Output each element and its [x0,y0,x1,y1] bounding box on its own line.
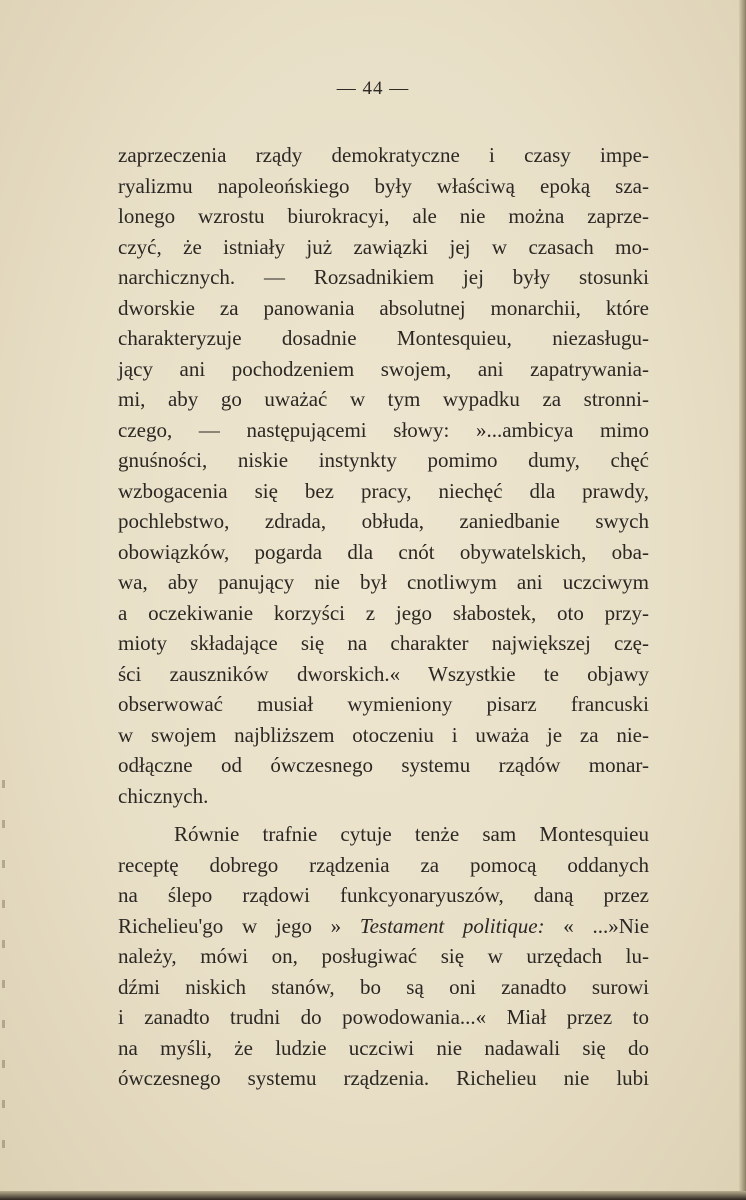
text-line: lonego wzrostu biurokracyi, ale nie można zaprze- [118,204,649,228]
text-line: i zanadto trudni do powodowania...« Miał przez to [118,1005,649,1029]
paragraph-2 [118,819,649,1094]
binding-marks [2,780,5,1160]
text-line-with-italic-title [118,911,649,942]
text-line: charakteryzuje dosadnie Montesquieu, niezasługu- [118,326,649,350]
text-line: chicznych. [118,783,209,808]
text-line: odłączne od ówczesnego systemu rządów monar- [118,753,649,777]
text-line: mioty składające się na charakter największej czę- [118,631,649,655]
text-segment: Richelieu'go w jego » [118,913,342,938]
text-line: na ślepo rządowi funkcyonaryuszów, daną przez [118,883,649,907]
text-line: należy, mówi on, posługiwać się w urzędach lu- [118,944,649,968]
text-line: wzbogacenia się bez pracy, niechęć dla prawdy, [118,478,649,503]
text-line: obserwować musiał wymieniony pisarz francuski [118,692,649,716]
text-line: obowiązków, pogarda dla cnót obywatelskich, oba- [118,539,649,564]
text-line: w swojem najbliższem otoczeniu i uważa je za nie- [118,722,649,747]
text-line: ryalizmu napoleońskiego były właściwą epoką sza- [118,173,649,198]
text-segment: « ...»Nie [563,913,650,938]
text-line: czyć, że istniały już zawiązki jej w czasach mo- [118,234,649,259]
text-line: ści zauszników dworskich.« Wszystkie te objawy [118,661,649,686]
page-number: — 44 — [336,78,410,99]
text-line: wa, aby panujący nie był cnotliwym ani uczciwym [118,570,649,594]
text-line: jący ani pochodzeniem swojem, ani zapatrywania- [118,356,649,381]
text-line: zaprzeczenia rządy demokratyczne i czasy impe- [118,143,649,167]
text-line: gnuśności, niskie instynkty pomimo dumy, chęć [118,448,649,472]
paragraph-1 [118,140,649,811]
text-line: Równie trafnie cytuje tenże sam Montesquieu [174,822,649,846]
text-line: receptę dobrego rządzenia za pomocą oddanych [118,852,649,877]
text-line: dworskie za panowania absolutnej monarchii, które [118,295,649,320]
page-bottom-edge [0,1191,746,1200]
italic-book-title: Testament politique: [359,913,545,938]
body-text [118,140,649,1094]
text-line: ówczesnego systemu rządzenia. Richelieu nie lubi [118,1066,649,1090]
text-line: czego, — następującemi słowy: »...ambicya mimo [118,417,649,442]
text-line: narchicznych. — Rozsadnikiem jej były stosunki [118,265,649,289]
text-line: mi, aby go uważać w tym wypadku za stronni- [118,387,649,411]
text-line: pochlebstwo, zdrada, obłuda, zaniedbanie swych [118,509,649,533]
text-line: na myśli, że ludzie uczciwi nie nadawali się do [118,1035,649,1060]
text-line: a oczekiwanie korzyści z jego słabostek, oto przy- [118,600,649,625]
page-edge-shadow [739,0,746,1200]
text-line: dźmi niskich stanów, bo są oni zanadto surowi [118,974,649,999]
